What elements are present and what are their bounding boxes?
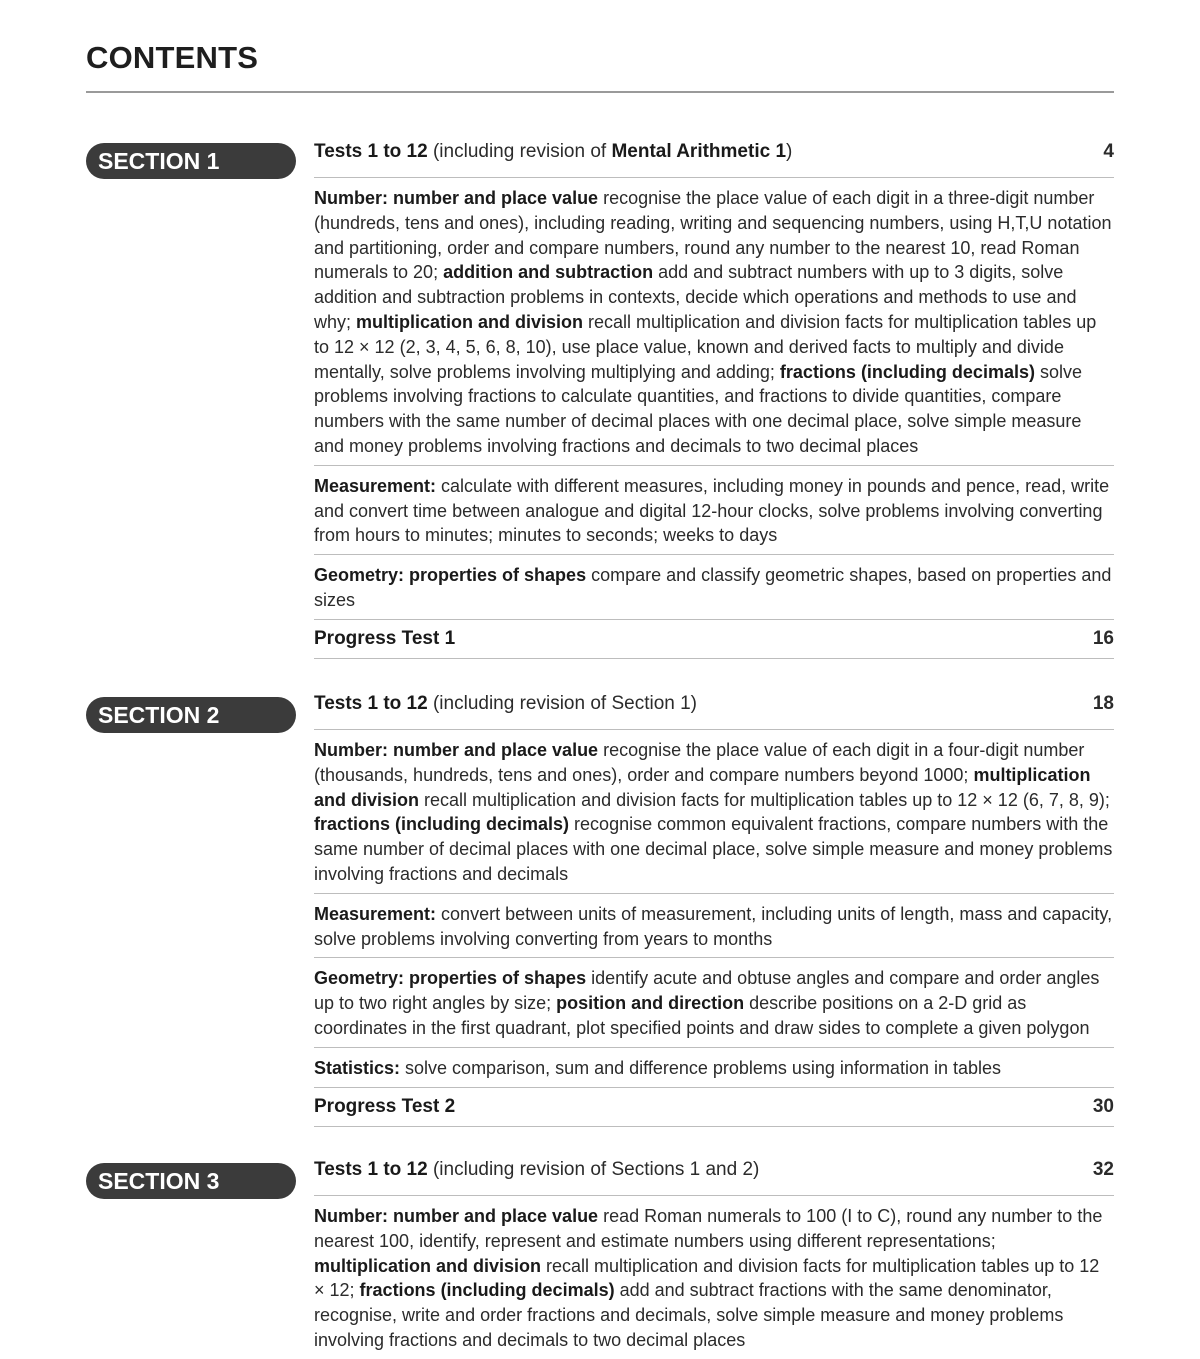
page-number: 18	[1092, 693, 1114, 714]
title-divider	[86, 91, 1114, 93]
section-3-entries	[314, 1157, 1114, 1359]
section-1-entries	[314, 139, 1114, 659]
page-number: 32	[1092, 1159, 1114, 1180]
section-3-badge: SECTION 3	[86, 1163, 296, 1199]
section-1-number-topics: Number: number and place value recognise the place value of each digit in a three-digit number (hundreds, tens and ones), including reading, writing and sequencing numbers, using H,T,U notation and partitioning, order and compare numbers, round any number to the nearest 10, read Roman numerals to 20; addition and subtraction add and subtract numbers with up to 3 digits, solve addition and subtraction problems in contexts, decide which operations and methods to use and why; multiplication and division recall multiplication and division facts for multiplication tables up to 12 × 12 (2, 3, 4, 5, 6, 8, 10), use place value, known and derived facts to multiply and divide mentally, solve problems involving multiplying and adding; fractions (including decimals) solve problems involving fractions to calculate quantities, and fractions to divide quantities, compare numbers with the same number of decimal places with one decimal place, solve simple measure and money problems involving fractions and decimals to two decimal places	[314, 178, 1114, 466]
page-number: 4	[1103, 141, 1114, 162]
section-2-badge: SECTION 2	[86, 697, 296, 733]
section-1-tests-row	[314, 139, 1114, 178]
section-2-tests-row	[314, 691, 1114, 730]
tests-heading-text: Tests 1 to 12 (including revision of Mental Arithmetic 1)	[314, 141, 793, 162]
section-1-geometry-topics: Geometry: properties of shapes compare and classify geometric shapes, based on properties and sizes	[314, 555, 1114, 620]
page-title: CONTENTS	[86, 40, 259, 75]
progress-test-label: Progress Test 2	[314, 1095, 456, 1117]
section-1-measurement-topics: Measurement: calculate with different measures, including money in pounds and pence, read, write and convert time between analogue and digital 12-hour clocks, solve problems involving converting from hours to minutes; minutes to seconds; weeks to days	[314, 466, 1114, 555]
section-1-progress-row	[314, 620, 1114, 659]
section-2-measurement-topics: Measurement: convert between units of measurement, including units of length, mass and capacity, solve problems involving converting from years to months	[314, 894, 1114, 959]
section-2-progress-row	[314, 1088, 1114, 1127]
page-number: 16	[1092, 627, 1114, 649]
tests-heading-text: Tests 1 to 12 (including revision of Sections 1 and 2)	[314, 1159, 760, 1180]
section-1-badge: SECTION 1	[86, 143, 296, 179]
tests-heading-text: Tests 1 to 12 (including revision of Section 1)	[314, 693, 698, 714]
section-2-geometry-topics: Geometry: properties of shapes identify acute and obtuse angles and compare and order angles up to two right angles by size; position and direction describe positions on a 2-D grid as coordinates in the first quadrant, plot specified points and draw sides to complete a given polygon	[314, 958, 1114, 1047]
page-number: 30	[1092, 1095, 1114, 1117]
section-3-number-topics: Number: number and place value read Roman numerals to 100 (I to C), round any number to the nearest 100, identify, represent and estimate numbers using different representations; multiplication and division recall multiplication and division facts for multiplication tables up to 12 × 12; fractions (including decimals) add and subtract fractions with the same denominator, recognise, write and order fractions and decimals, solve simple measure and money problems involving fractions and decimals to two decimal places	[314, 1206, 1103, 1350]
section-2-number-topics: Number: number and place value recognise the place value of each digit in a four-digit number (thousands, hundreds, tens and ones), order and compare numbers beyond 1000; multiplication and division recall multiplication and division facts for multiplication tables up to 12 × 12 (6, 7, 8, 9); fractions (including decimals) recognise common equivalent fractions, compare numbers with the same number of decimal places with one decimal place, solve simple measure and money problems involving fractions and decimals	[314, 730, 1114, 894]
section-2-entries	[314, 691, 1114, 1127]
section-3-tests-row	[314, 1157, 1114, 1196]
progress-test-label: Progress Test 1	[314, 627, 456, 649]
section-2-statistics-topics: Statistics: solve comparison, sum and difference problems using information in tables	[314, 1048, 1114, 1088]
